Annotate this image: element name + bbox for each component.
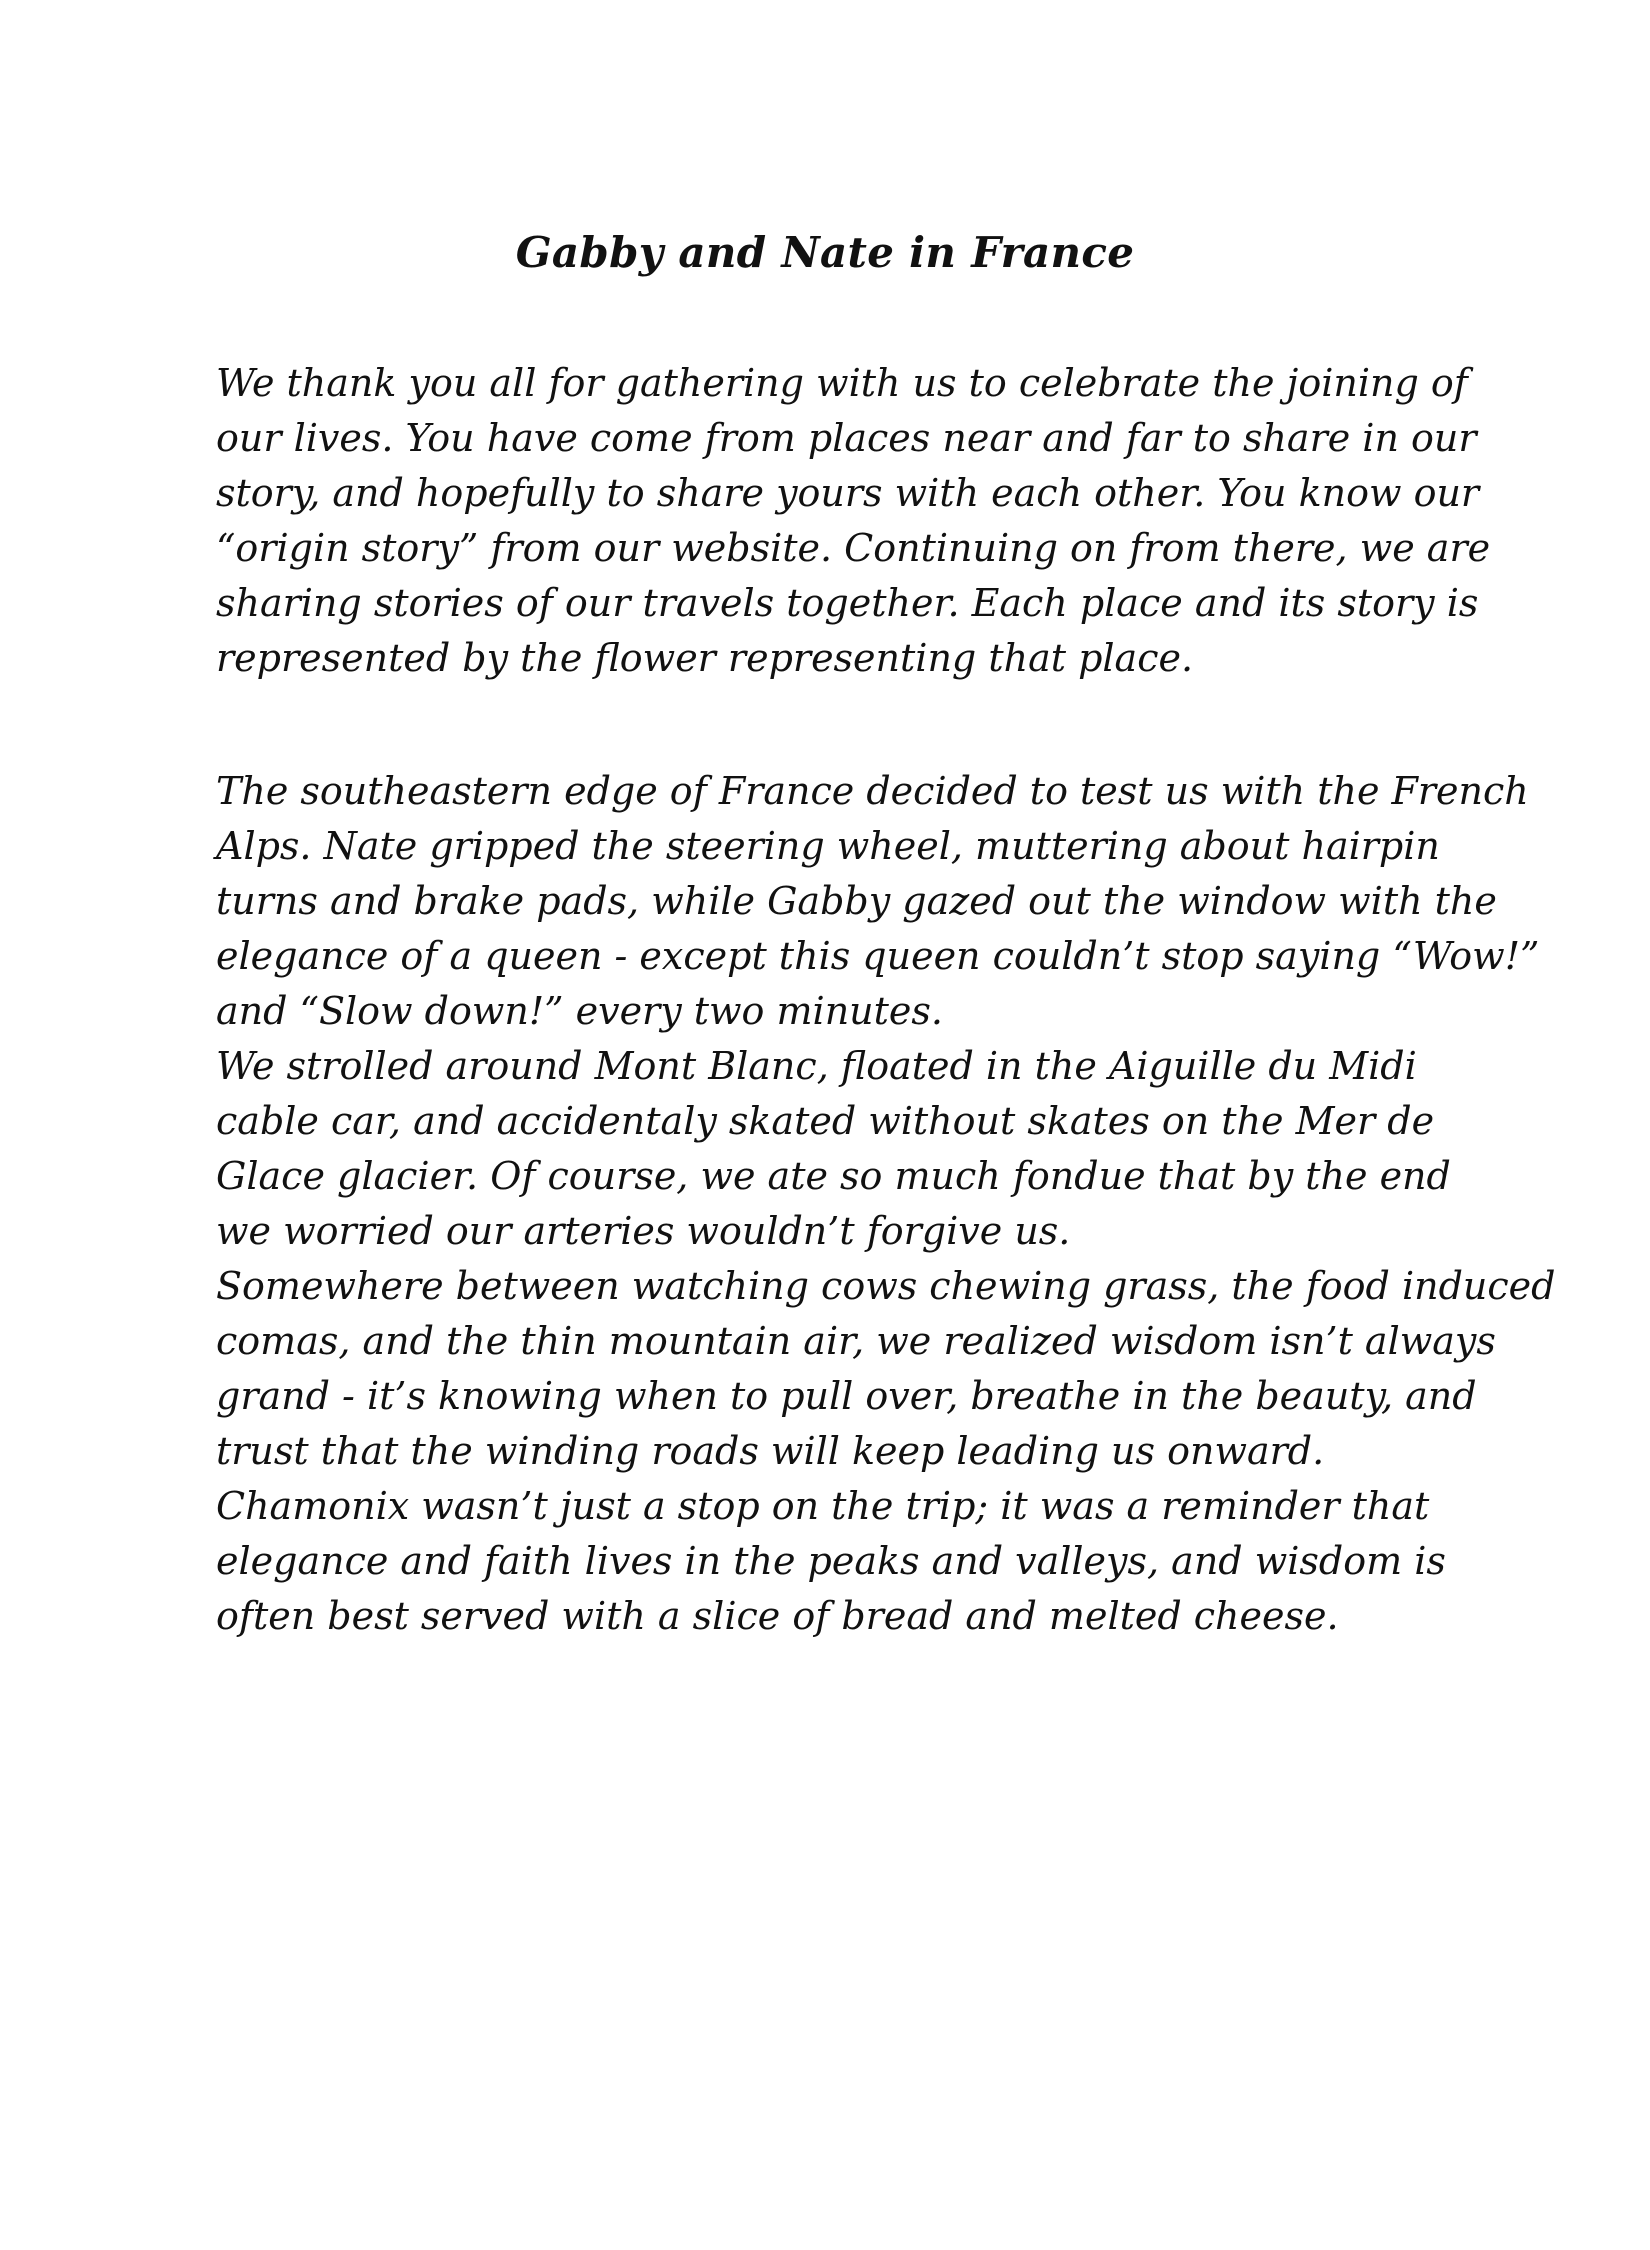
text-line: “origin story” from our website. Continuing on from there, we are: [216, 526, 1491, 570]
text-line: and “Slow down!” every two minutes.: [216, 989, 943, 1033]
intro-paragraph: [216, 356, 1516, 686]
text-line: represented by the flower representing that place.: [216, 636, 1194, 680]
text-line: Chamonix wasn’t just a stop on the trip; it was a reminder that: [216, 1484, 1430, 1528]
france-story-paragraph: [216, 764, 1556, 1644]
text-line: story, and hopefully to share yours with each other. You know our: [216, 471, 1480, 515]
text-line: elegance of a queen - except this queen couldn’t stop saying “Wow!”: [216, 934, 1540, 978]
text-line: Glace glacier. Of course, we ate so much fondue that by the end: [216, 1154, 1451, 1198]
text-line: cable car, and accidentaly skated without skates on the Mer de: [216, 1099, 1435, 1143]
text-line: we worried our arteries wouldn’t forgive us.: [216, 1209, 1071, 1253]
text-line: The southeastern edge of France decided to test us with the French: [216, 769, 1529, 813]
text-line: comas, and the thin mountain air, we realized wisdom isn’t always: [216, 1319, 1496, 1363]
text-line: grand - it’s knowing when to pull over, breathe in the beauty, and: [216, 1374, 1477, 1418]
text-line: elegance and faith lives in the peaks and valleys, and wisdom is: [216, 1539, 1446, 1583]
text-line: often best served with a slice of bread and melted cheese.: [216, 1594, 1339, 1638]
text-line: Alps. Nate gripped the steering wheel, muttering about hairpin: [216, 824, 1440, 868]
text-line: sharing stories of our travels together. Each place and its story is: [216, 581, 1479, 625]
text-line: trust that the winding roads will keep leading us onward.: [216, 1429, 1325, 1473]
text-line: We thank you all for gathering with us to celebrate the joining of: [216, 361, 1468, 405]
page-title: Gabby and Nate in France: [515, 228, 1135, 277]
text-line: Somewhere between watching cows chewing grass, the food induced: [216, 1264, 1556, 1308]
text-line: our lives. You have come from places near and far to share in our: [216, 416, 1477, 460]
text-line: We strolled around Mont Blanc, floated in the Aiguille du Midi: [216, 1044, 1417, 1088]
text-line: turns and brake pads, while Gabby gazed out the window with the: [216, 879, 1497, 923]
